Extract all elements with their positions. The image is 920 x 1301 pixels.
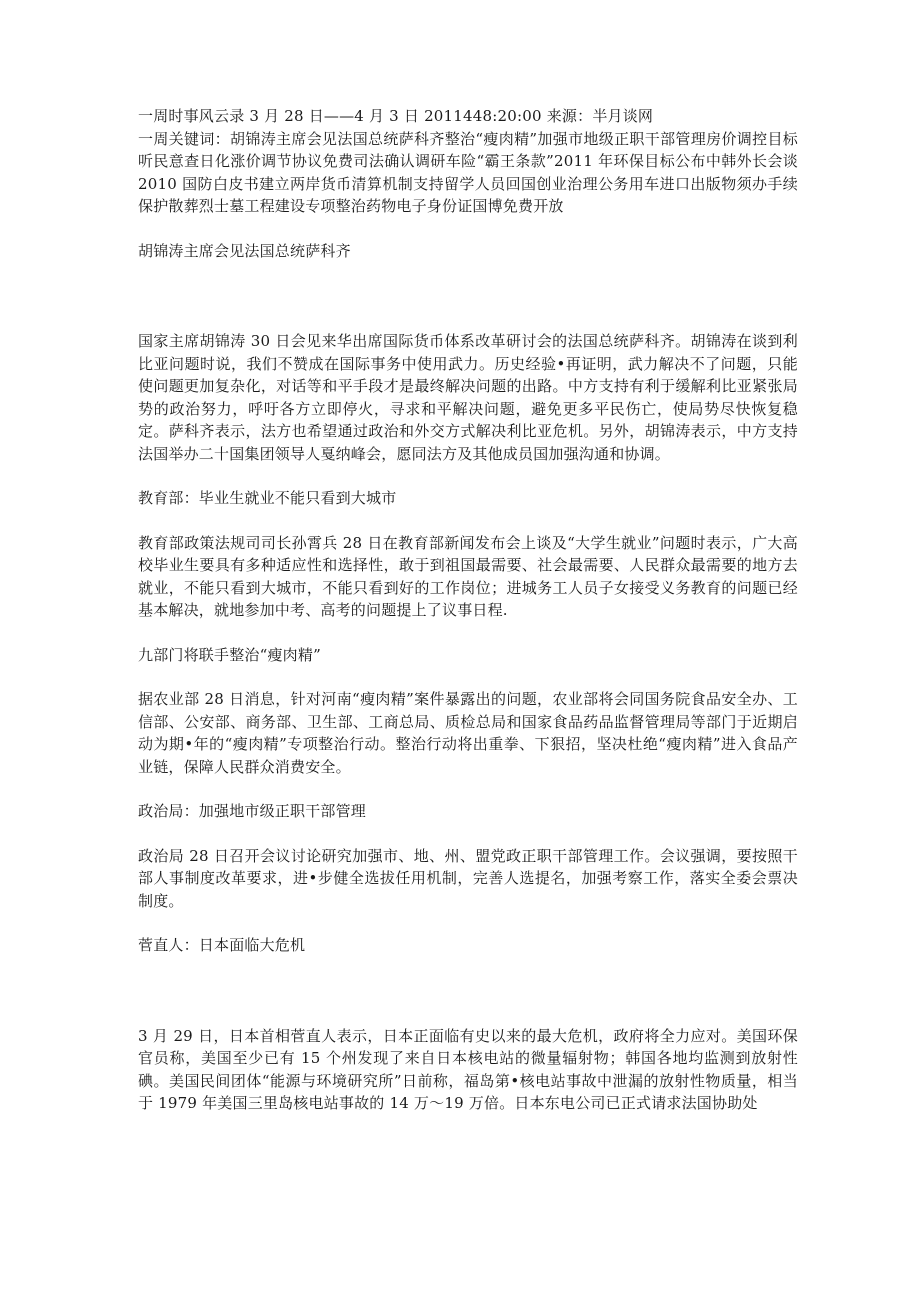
section-title-clenbuterol: 九部门将联手整治“瘦肉精” [138,645,321,664]
section-title-kan-japan: 菅直人：日本面临大危机 [138,936,306,954]
section-body-education: 教育部政策法规司司长孙霄兵 28 日在教育部新闻发布会上谈及“大学生就业”问题时表示，广大高校毕业生要具有多种适应性和选择性，敢于到祖国最需要、社会最需要、人民群众最需要的地方去就业，不能只看到大城市，不能只看到好的工作岗位；进城务工人员子女接受义务教育的问题已经基本解决，就地参加中考、高考的问题提上了议事日程. [138,533,798,619]
document-page [138,105,798,1115]
keywords-paragraph: 一周关键词：胡锦涛主席会见法国总统萨科齐整治“瘦肉精”加强市地级正职干部管理房价调控目标听民意查日化涨价调节协议免费司法确认调研车险“霸王条款”2011 年环保目标公布中韩外长会谈 2010 国防白皮书建立两岸货币清算机制支持留学人员回国创业治理公务用车进口出版物须办手续保护散葬烈士墓工程建设专项整治药物电子身份证国博免费开放 [138,129,798,215]
section-title-education: 教育部：毕业生就业不能只看到大城市 [138,489,397,507]
section-body-clenbuterol: 据农业部 28 日消息，针对河南“瘦肉精”案件暴露出的问题，农业部将会同国务院食品安全办、工信部、公安部、商务部、卫生部、工商总局、质检总局和国家食品药品监督管理局等部门于近期启动为期•年的“瘦肉精”专项整治行动。整治行动将出重拳、下狠招，坚决杜绝“瘦肉精”进入食品产业链，保障人民群众消费安全。 [138,690,798,776]
section-body-hu-sarkozy: 国家主席胡锦涛 30 日会见来华出席国际货币体系改革研讨会的法国总统萨科齐。胡锦涛在谈到利比亚问题时说，我们不赞成在国际事务中使用武力。历史经验•再证明，武力解决不了问题，只能使问题更加复杂化，对话等和平手段才是最终解决问题的出路。中方支持有利于缓解利比亚紧张局势的政治努力，呼吁各方立即停火，寻求和平解决问题，避免更多平民伤亡，使局势尽快恢复稳定。萨科齐表示，法方也希望通过政治和外交方式解决利比亚危机。另外，胡锦涛表示，中方支持法国举办二十国集团领导人戛纳峰会，愿同法方及其他成员国加强沟通和协调。 [138,332,798,463]
section-title-hu-sarkozy: 胡锦涛主席会见法国总统萨科齐 [138,241,351,260]
header-source-line: 一周时事风云录 3 月 28 日——4 月 3 日 2011448:20:00 来源：半月谈网 [138,107,654,125]
section-body-kan-japan: 3 月 29 日，日本首相菅直人表示，日本正面临有史以来的最大危机，政府将全力应对。美国环保官员称，美国至少已有 15 个州发现了来自日本核电站的微量辐射物；韩国各地均监测到放射性碘。美国民间团体“能源与环境研究所”日前称，福岛第•核电站事故中泄漏的放射性物质量，相当于 1979 年美国三里岛核电站事故的 14 万～19 万倍。日本东电公司已正式请求法国协助处 [138,1026,798,1112]
section-body-politburo: 政治局 28 日召开会议讨论研究加强市、地、州、盟党政正职干部管理工作。会议强调，要按照干部人事制度改革要求，进•步健全选拔任用机制，完善人选提名，加强考察工作，落实全委会票决制度。 [138,846,798,910]
section-title-politburo: 政治局：加强地市级正职干部管理 [138,802,367,820]
